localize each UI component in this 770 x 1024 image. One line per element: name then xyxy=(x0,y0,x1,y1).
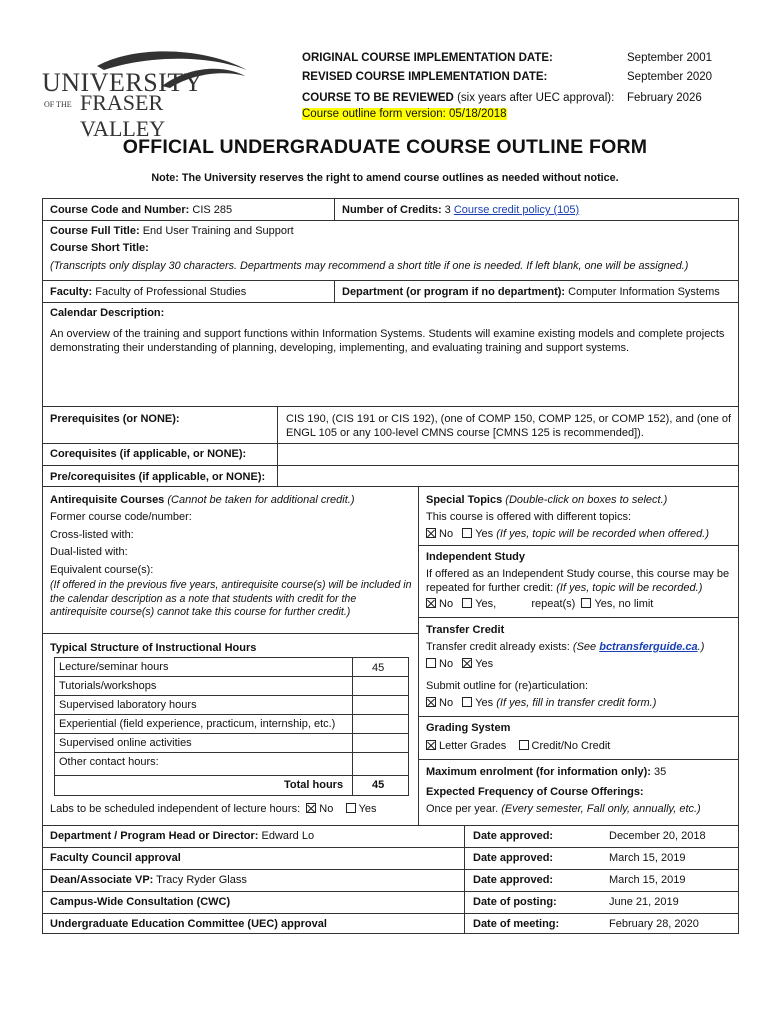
calendar-label: Calendar Description: xyxy=(50,307,165,319)
total-hours-value: 45 xyxy=(372,779,385,791)
approval-row xyxy=(50,873,247,887)
hours-row-label: Lecture/seminar hours xyxy=(59,661,169,673)
revised-date-value: September 2020 xyxy=(627,71,713,83)
approval-date-label: Date of meeting: xyxy=(473,918,560,930)
transfer-no-checkbox[interactable] xyxy=(426,658,436,668)
approval-row xyxy=(50,895,230,909)
original-date-value: September 2001 xyxy=(627,52,713,64)
approval-date-value: March 15, 2019 xyxy=(609,874,686,886)
independent-options: No Yes, repeat(s) Yes, no limit xyxy=(426,597,653,611)
grading-options: Letter Grades Credit/No Credit xyxy=(426,739,610,753)
transfer-exists-options: No Yes xyxy=(426,657,493,671)
approval-value: Edward Lo xyxy=(258,830,315,842)
approval-date-label: Date approved: xyxy=(473,830,554,842)
transfer-submit: Submit outline for (re)articulation: xyxy=(426,680,589,692)
approval-label: Undergraduate Education Committee (UEC) approval xyxy=(50,918,327,930)
faculty: Faculty: Faculty of Professional Studies xyxy=(50,286,247,298)
coreq-label: Corequisites (if applicable, or NONE): xyxy=(50,448,247,460)
logo-of-the: OF THE xyxy=(44,100,72,109)
bctransferguide-link[interactable]: bctransferguide.ca xyxy=(599,641,698,653)
hours-row-value[interactable]: 45 xyxy=(372,662,385,674)
approval-date-value: December 20, 2018 xyxy=(609,830,706,842)
transfer-exists: Transfer credit already exists: (See bctransferguide.ca.) xyxy=(426,641,705,653)
frequency-value: Once per year. (Every semester, Fall only, annually, etc.) xyxy=(426,803,701,815)
amend-note: Note: The University reserves the right to amend course outlines as needed without notice. xyxy=(151,172,619,184)
approval-row xyxy=(50,829,314,843)
approval-date-label: Date of posting: xyxy=(473,896,557,908)
original-date-label: ORIGINAL COURSE IMPLEMENTATION DATE: xyxy=(302,52,553,64)
review-date-label: COURSE TO BE REVIEWED xyxy=(302,92,454,104)
prereq-label: Prerequisites (or NONE): xyxy=(50,413,180,425)
approval-row xyxy=(50,917,327,931)
approval-date-value: June 21, 2019 xyxy=(609,896,679,908)
approval-date-value: March 15, 2019 xyxy=(609,852,686,864)
independent-yes-checkbox[interactable] xyxy=(462,598,472,608)
calendar-description: An overview of the training and support functions within Information Systems. Students will examine existing models and complete projects demonstrating their understanding of planning, developing, implementing, and evaluating training and support systems. xyxy=(50,328,725,354)
special-topics-heading: Special Topics (Double-click on boxes to select.) xyxy=(426,494,668,506)
prereq-value: CIS 190, (CIS 191 or CIS 192), (one of COMP 150, COMP 125, or COMP 152), and (one of ENGL 105 or any 100-level CMNS course [CMNS 125 is recommended]). xyxy=(286,413,732,439)
hours-row-label: Other contact hours: xyxy=(59,756,159,768)
logo-line1: UNIVERSITY xyxy=(42,68,203,97)
review-date-value: February 2026 xyxy=(627,92,702,104)
revised-date-label: REVISED COURSE IMPLEMENTATION DATE: xyxy=(302,71,548,83)
approval-label: Faculty Council approval xyxy=(50,852,181,864)
hours-row-label: Experiential (field experience, practicum, internship, etc.) xyxy=(59,718,336,730)
labs-no-checkbox[interactable] xyxy=(306,803,316,813)
transfer-yes-checkbox[interactable] xyxy=(462,658,472,668)
special-options: No Yes (If yes, topic will be recorded when offered.) xyxy=(426,527,709,541)
precoreq-label: Pre/corequisites (if applicable, or NONE): xyxy=(50,471,266,483)
special-no-checkbox[interactable] xyxy=(426,528,436,538)
letter-grades-checkbox[interactable] xyxy=(426,740,436,750)
course-code: Course Code and Number: CIS 285 xyxy=(50,204,233,216)
antireq-equiv: Equivalent course(s): xyxy=(50,564,154,576)
approval-label: Department / Program Head or Director: xyxy=(50,830,259,842)
labs-line: Labs to be scheduled independent of lecture hours: No Yes xyxy=(50,803,377,815)
independent-no-checkbox[interactable] xyxy=(426,598,436,608)
special-offered: This course is offered with different topics: xyxy=(426,511,632,523)
credit-no-credit-checkbox[interactable] xyxy=(519,740,529,750)
course-full-title: Course Full Title: End User Training and Support xyxy=(50,225,294,237)
max-enrolment: Maximum enrolment (for information only): 35 xyxy=(426,766,667,778)
credit-policy-link[interactable]: Course credit policy (105) xyxy=(453,204,580,216)
independent-text: If offered as an Independent Study course, this course may be repeated for further credit: (If yes, topic will be recorded.) xyxy=(426,568,730,594)
labs-yes-checkbox[interactable] xyxy=(346,803,356,813)
approval-label: Campus-Wide Consultation (CWC) xyxy=(50,896,231,908)
form-version: Course outline form version: 05/18/2018 xyxy=(302,108,507,120)
course-credits: Number of Credits: 3 Course credit policy (105) xyxy=(342,204,580,216)
rearticulation-yes-checkbox[interactable] xyxy=(462,697,472,707)
approval-row xyxy=(50,851,181,865)
frequency-heading: Expected Frequency of Course Offerings: xyxy=(426,786,644,798)
antireq-heading: Antirequisite Courses (Cannot be taken for additional credit.) xyxy=(50,494,355,506)
special-yes-checkbox[interactable] xyxy=(462,528,472,538)
antireq-cross: Cross-listed with: xyxy=(50,529,134,541)
total-hours-label: Total hours xyxy=(284,779,344,791)
approval-value: Tracy Ryder Glass xyxy=(153,874,247,886)
antireq-former: Former course code/number: xyxy=(50,511,192,523)
approval-label: Dean/Associate VP: xyxy=(50,874,154,886)
page-title: OFFICIAL UNDERGRADUATE COURSE OUTLINE FORM xyxy=(122,136,648,158)
transfer-submit-options: No Yes (If yes, fill in transfer credit form.) xyxy=(426,696,656,710)
transfer-heading: Transfer Credit xyxy=(426,624,505,636)
review-date-note: (six years after UEC approval): xyxy=(453,92,615,104)
rearticulation-no-checkbox[interactable] xyxy=(426,697,436,707)
hours-row-label: Supervised online activities xyxy=(59,737,192,749)
antireq-equiv-note: (If offered in the previous five years, antirequisite course(s) will be included in the calendar description as a note that students with credit for the antirequisite course(s) cannot take this course for further credit.) xyxy=(50,579,412,618)
department: Department (or program if no department): Computer Information Systems xyxy=(342,286,720,298)
hours-row-label: Tutorials/workshops xyxy=(59,680,157,692)
antireq-dual: Dual-listed with: xyxy=(50,546,128,558)
approval-date-label: Date approved: xyxy=(473,874,554,886)
approval-date-value: February 28, 2020 xyxy=(609,918,699,930)
independent-heading: Independent Study xyxy=(426,551,525,563)
hours-row-label: Supervised laboratory hours xyxy=(59,699,197,711)
structure-heading: Typical Structure of Instructional Hours xyxy=(50,642,257,654)
grading-heading: Grading System xyxy=(426,722,511,734)
logo-line2: FRASER VALLEY xyxy=(80,90,166,141)
approval-date-label: Date approved: xyxy=(473,852,554,864)
course-short-title-label: Course Short Title: xyxy=(50,242,149,254)
review-date-line xyxy=(302,92,614,104)
independent-nolimit-checkbox[interactable] xyxy=(581,598,591,608)
university-logo xyxy=(42,46,252,141)
short-title-note: (Transcripts only display 30 characters. Departments may recommend a short title if one is needed. If left blank, one will be assigned.) xyxy=(50,260,689,272)
